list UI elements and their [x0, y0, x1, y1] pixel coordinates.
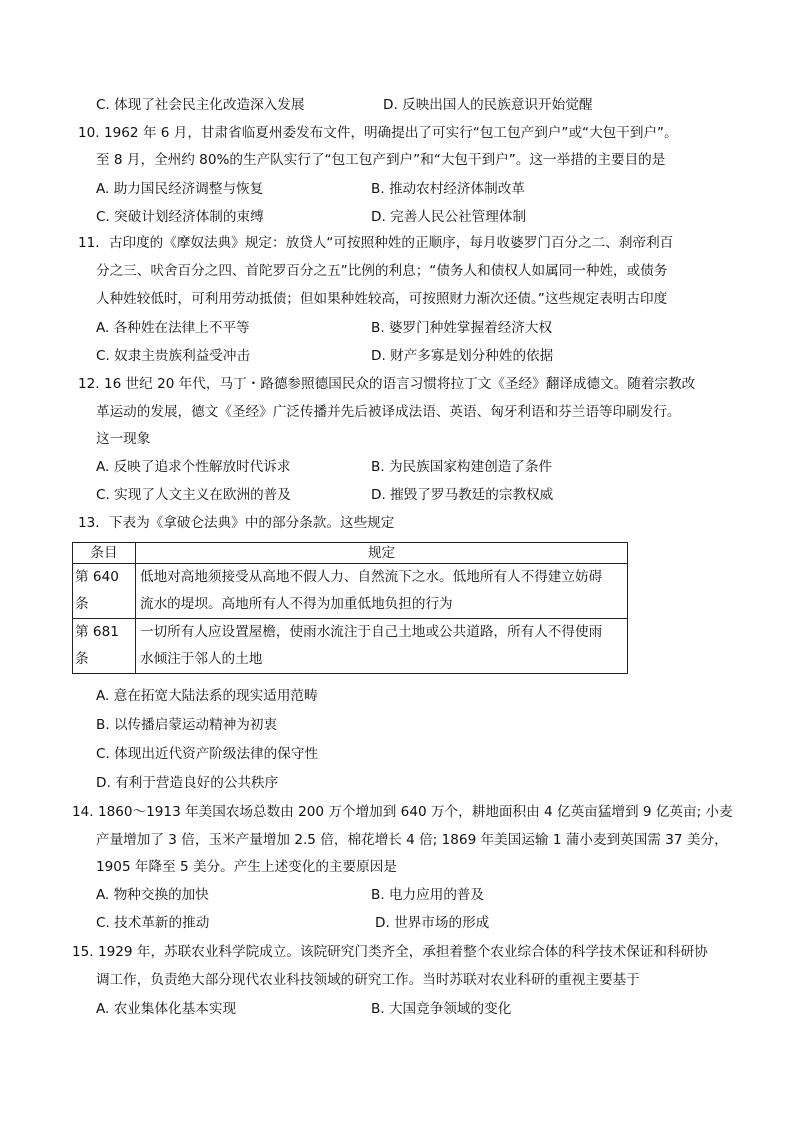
q9-option-c: C. 体现了社会民主化改造深入发展 [96, 97, 305, 113]
q14-option-c: C. 技术革新的推动 [96, 915, 210, 931]
q14-stem-line2: 产量增加了 3 倍，玉米产量增加 2.5 倍，棉花增长 4 倍; 1869 年美国运输 1 蒲小麦到英国需 37 美分， [96, 832, 728, 848]
table-cell-article: 第 681 条 [73, 619, 136, 674]
q11-stem-line3: 人种姓较低时，可利用劳动抵债；但如果种姓较高，可按照财力渐次还债。”这些规定表明古印度 [96, 291, 668, 307]
q15-stem-line1: 15. 1929 年，苏联农业科学院成立。该院研究门类齐全，承担着整个农业综合体的科学技术保证和科研协 [72, 944, 708, 960]
q11-stem-line1: 11．古印度的《摩奴法典》规定：放贷人“可按照种姓的正顺序，每月收婆罗门百分之二、刹帝利百 [78, 235, 674, 251]
q9-option-d: D. 反映出国人的民族意识开始觉醒 [383, 97, 593, 113]
table-cell-article: 第 640 条 [73, 564, 136, 619]
q11-option-b: B. 婆罗门种姓掌握着经济大权 [371, 320, 553, 336]
q10-option-c: C. 突破计划经济体制的束缚 [96, 209, 264, 225]
provision-line: 一切所有人应设置屋檐，使雨水流注于自己土地或公共道路，所有人不得使雨 [140, 624, 603, 640]
q11-option-c: C. 奴隶主贵族利益受冲击 [96, 348, 251, 364]
table-cell-provision [136, 564, 628, 619]
q13-option-d: D. 有利于营造良好的公共秩序 [96, 775, 279, 791]
q12-option-d: D. 摧毁了罗马教廷的宗教权威 [371, 487, 554, 503]
q12-option-c: C. 实现了人文主义在欧洲的普及 [96, 487, 291, 503]
q15-option-b: B. 大国竞争领域的变化 [371, 1001, 512, 1017]
provision-line: 低地对高地须接受从高地不假人力、自然流下之水。低地所有人不得建立妨碍 [140, 569, 603, 585]
table-header-row [73, 543, 628, 564]
provision-line: 水倾注于邻人的土地 [140, 651, 263, 667]
q13-option-c: C. 体现出近代资产阶级法律的保守性 [96, 746, 319, 762]
q14-stem-line3: 1905 年降至 5 美分。产生上述变化的主要原因是 [96, 859, 397, 875]
q10-option-a: A. 助力国民经济调整与恢复 [96, 181, 264, 197]
provision-line: 流水的堤坝。高地所有人不得为加重低地负担的行为 [140, 596, 453, 612]
q12-stem-line1: 12. 16 世纪 20 年代，马丁・路德参照德国民众的语言习惯将拉丁文《圣经》翻译成德文。随着宗教改 [78, 376, 696, 392]
q10-option-d: D. 完善人民公社管理体制 [371, 209, 527, 225]
q13-option-b: B. 以传播启蒙运动精神为初衷 [96, 717, 278, 733]
q14-option-b: B. 电力应用的普及 [371, 887, 485, 903]
q15-option-a: A. 农业集体化基本实现 [96, 1001, 237, 1017]
q11-option-d: D. 财产多寡是划分种姓的依据 [371, 348, 554, 364]
table-header-article: 条目 [73, 543, 136, 564]
q10-stem-line2: 至 8 月，全州约 80%的生产队实行了“包工包产到户”和“大包干到户”。这一举措的主要目的是 [96, 152, 666, 168]
q12-option-a: A. 反映了追求个性解放时代诉求 [96, 459, 291, 475]
q14-option-a: A. 物种交换的加快 [96, 887, 209, 903]
table-row [73, 564, 628, 619]
q12-option-b: B. 为民族国家构建创造了条件 [371, 459, 553, 475]
napoleonic-code-table [72, 542, 628, 674]
table-row [73, 619, 628, 674]
q10-stem-line1: 10. 1962 年 6 月，甘肃省临夏州委发布文件，明确提出了可实行“包工包产到户”或“大包干到户”。 [78, 125, 678, 141]
q13-stem-line1: 13．下表为《拿破仑法典》中的部分条款。这些规定 [78, 515, 395, 531]
q13-option-a: A. 意在拓宽大陆法系的现实适用范畴 [96, 688, 318, 704]
table-cell-provision [136, 619, 628, 674]
q10-option-b: B. 推动农村经济体制改革 [371, 181, 525, 197]
table-header-provision: 规定 [136, 543, 628, 564]
q14-option-d: D. 世界市场的形成 [375, 915, 490, 931]
q14-stem-line1: 14. 1860～1913 年美国农场总数由 200 万个增加到 640 万个，耕地面积由 4 亿英亩猛增到 9 亿英亩; 小麦 [72, 804, 733, 820]
q11-option-a: A. 各种姓在法律上不平等 [96, 320, 250, 336]
q12-stem-line3: 这一现象 [96, 431, 151, 447]
q11-stem-line2: 分之三、吠舍百分之四、首陀罗百分之五”比例的利息；“债务人和债权人如属同一种姓，或债务 [96, 263, 668, 279]
q12-stem-line2: 革运动的发展，德文《圣经》广泛传播并先后被译成法语、英语、匈牙利语和芬兰语等印刷发行。 [96, 404, 681, 420]
q15-stem-line2: 调工作，负责绝大部分现代农业科技领域的研究工作。当时苏联对农业科研的重视主要基于 [96, 972, 640, 988]
